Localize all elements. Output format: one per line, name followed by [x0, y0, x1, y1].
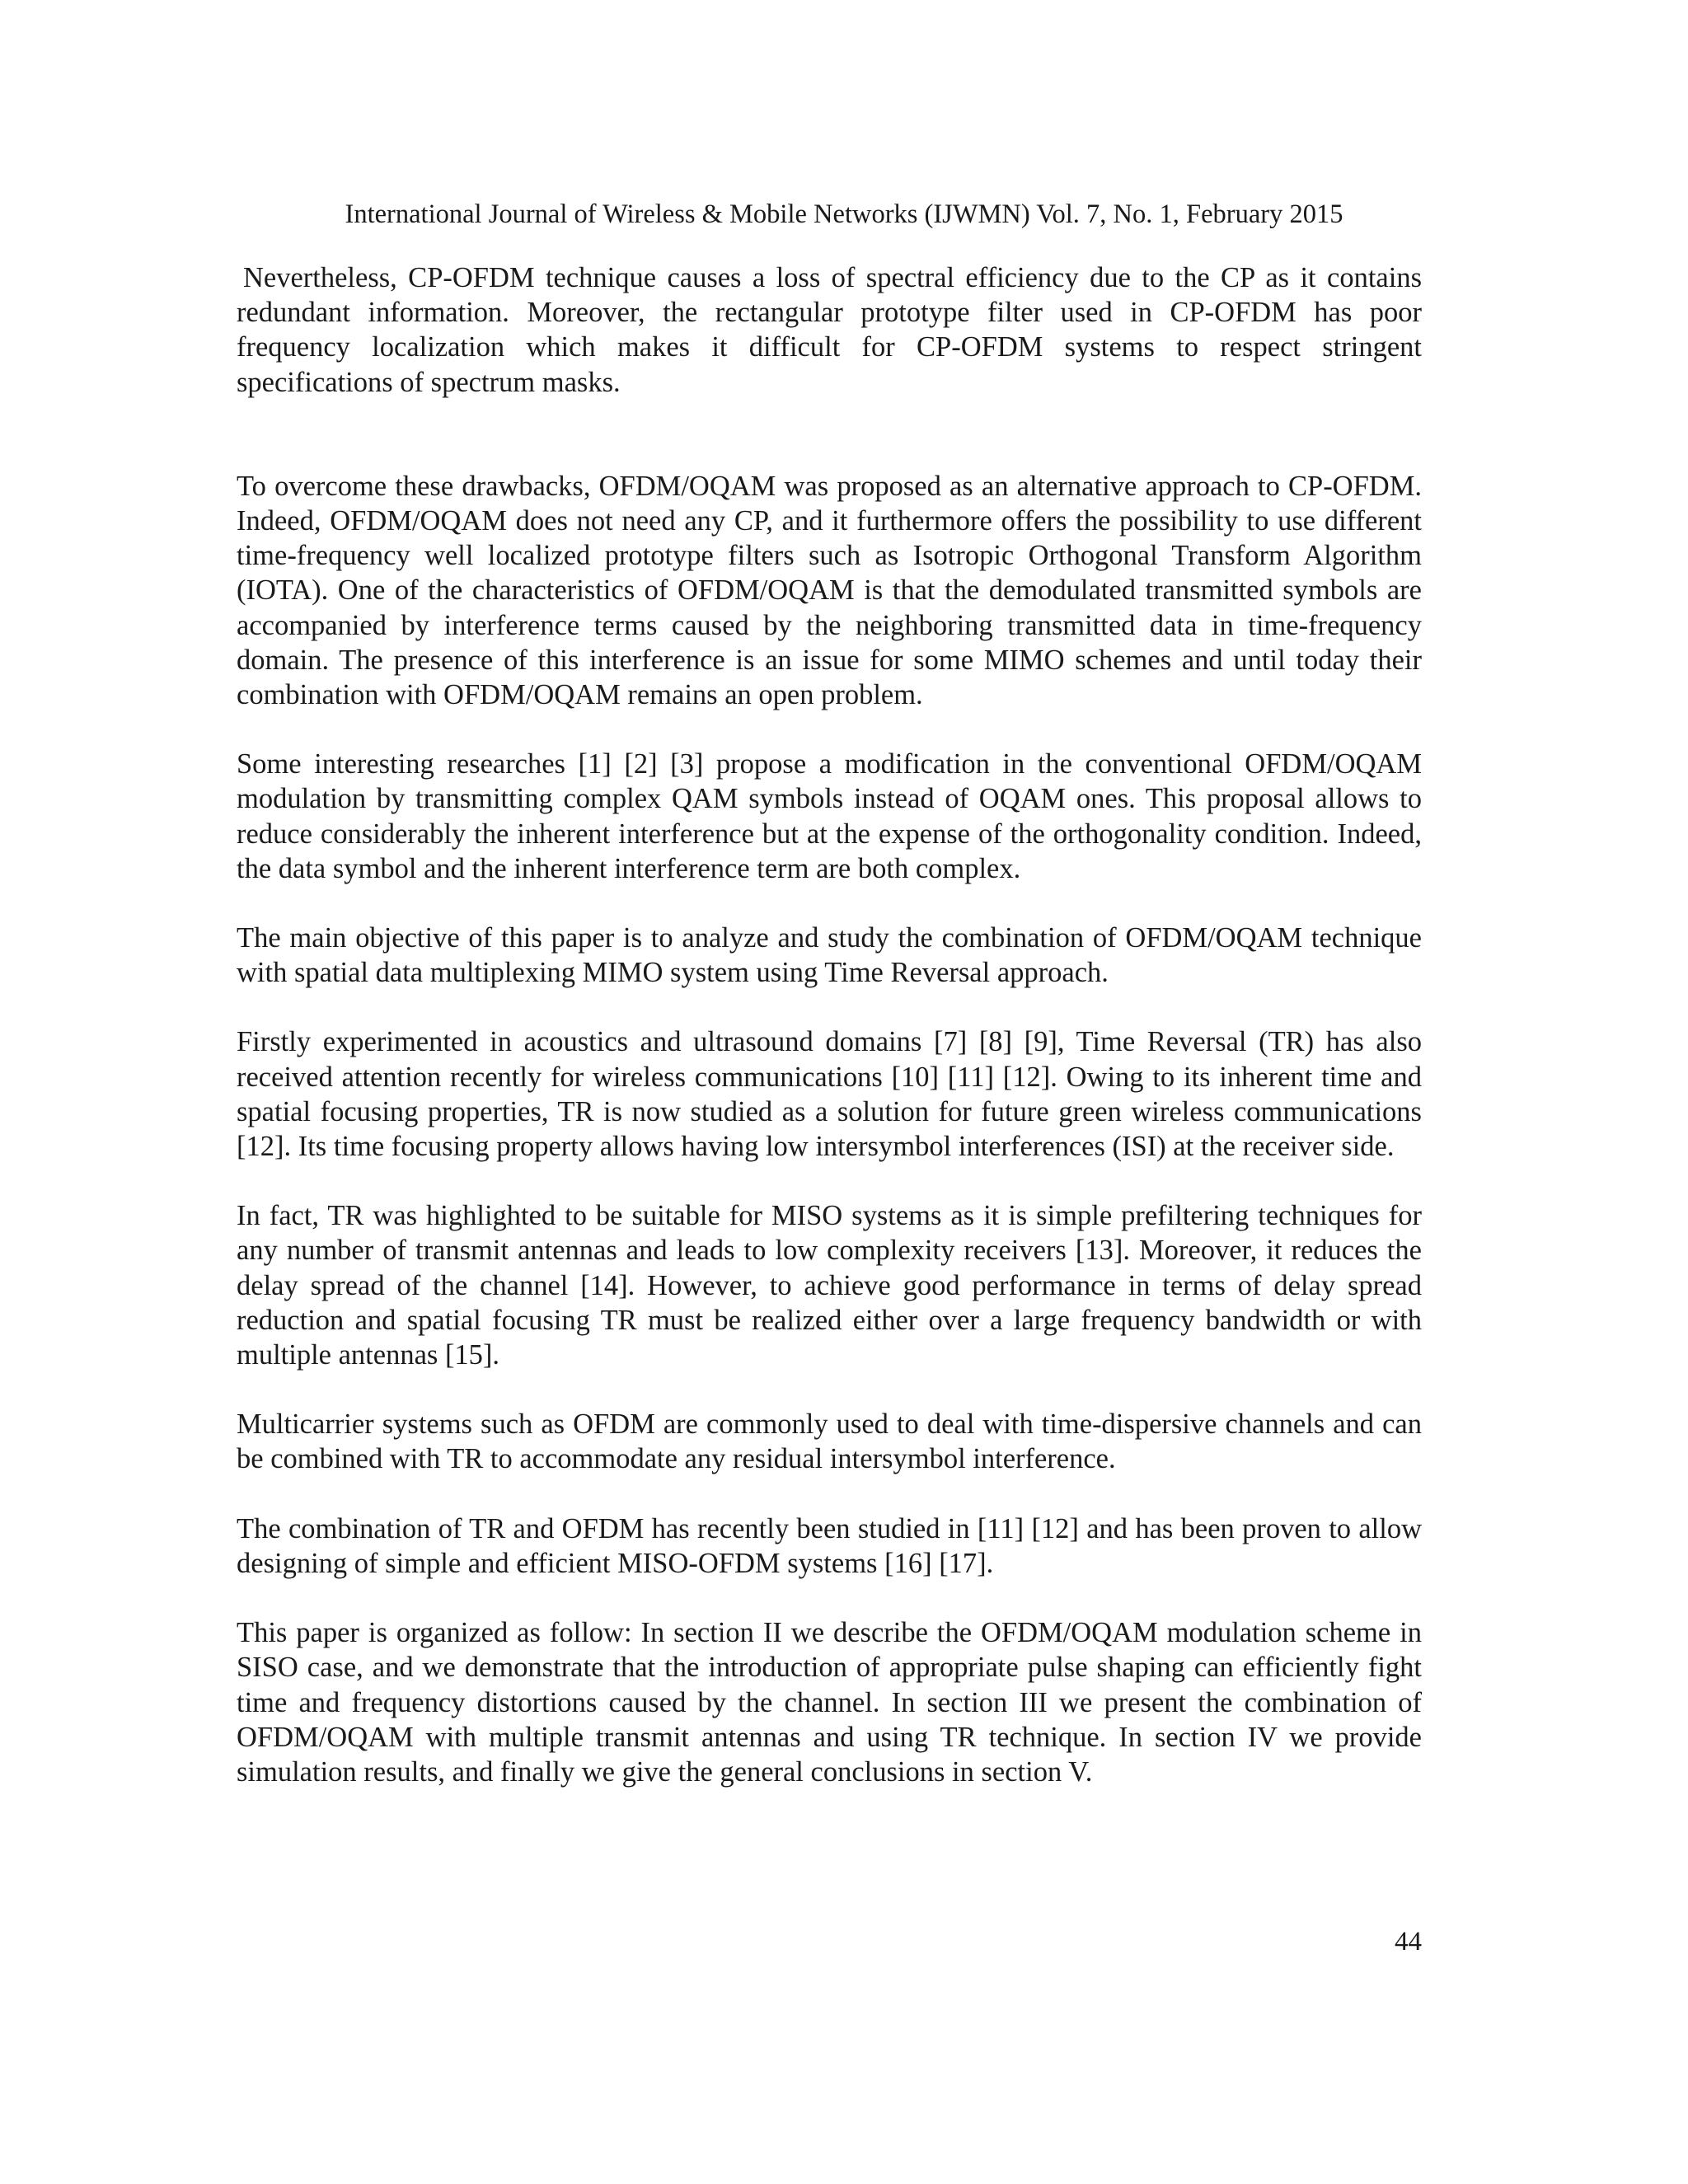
paragraph-paper-organization: This paper is organized as follow: In section II we describe the OFDM/OQAM modulation scheme in SISO case, and we demonstrate that the introduction of appropriate pulse shaping can efficiently fight time and frequency distortions caused by the channel. In section III we present the combination of OFDM/OQAM with multiple transmit antennas and using TR technique. In section IV we provide simulation results, and finally we give the general conclusions in section V. — [237, 1617, 1422, 1788]
paragraph-multicarrier: Multicarrier systems such as OFDM are commonly used to deal with time-dispersive channels and can be combined with TR to accommodate any residual intersymbol interference. — [237, 1408, 1422, 1475]
paragraph-ofdm-oqam-proposal: To overcome these drawbacks, OFDM/OQAM was proposed as an alternative approach to CP-OFDM. Indeed, OFDM/OQAM does not need any CP, and it furthermore offers the possibility to use different time-frequency well localized prototype filters such as Isotropic Orthogonal Transform Algorithm (IOTA). One of the characteristics of OFDM/OQAM is that the demodulated transmitted symbols are accompanied by interference terms caused by the neighboring transmitted data in time-frequency domain. The presence of this interference is an issue for some MIMO schemes and until today their combination with OFDM/OQAM remains an open problem. — [237, 470, 1422, 711]
paragraph-cp-ofdm-drawbacks: Nevertheless, CP-OFDM technique causes a loss of spectral efficiency due to the CP as it contains redundant information. Moreover, the rectangular prototype filter used in CP-OFDM has poor frequency localization which makes it difficult for CP-OFDM systems to respect stringent specifications of spectrum masks. — [237, 262, 1422, 398]
paragraph-tr-ofdm-combination: The combination of TR and OFDM has recently been studied in [11] [12] and has been proven to allow designing of simple and efficient MISO-OFDM systems [16] [17]. — [237, 1512, 1422, 1579]
running-header: International Journal of Wireless & Mobile Networks (IJWMN) Vol. 7, No. 1, February 2015 — [345, 199, 1343, 229]
paragraph-related-research: Some interesting researches [1] [2] [3] propose a modification in the conventional OFDM/OQAM modulation by transmitting complex QAM symbols instead of OQAM ones. This proposal allows to reduce considerably the inherent interference but at the expense of the orthogonality condition. Indeed, the data symbol and the inherent interference term are both complex. — [237, 748, 1422, 884]
paragraph-time-reversal-intro: Firstly experimented in acoustics and ultrasound domains [7] [8] [9], Time Reversal (TR) has also received attention recently for wireless communications [10] [11] [12]. Owing to its inherent time and spatial focusing properties, TR is now studied as a solution for future green wireless communications [12]. Its time focusing property allows having low intersymbol interferences (ISI) at the receiver side. — [237, 1026, 1422, 1163]
body-text — [237, 260, 1422, 1789]
paragraph-main-objective: The main objective of this paper is to analyze and study the combination of OFDM/OQAM technique with spatial data multiplexing MIMO system using Time Reversal approach. — [237, 922, 1422, 989]
page-number: 44 — [1395, 1927, 1422, 1957]
paragraph-tr-miso: In fact, TR was highlighted to be suitable for MISO systems as it is simple prefiltering techniques for any number of transmit antennas and leads to low complexity receivers [13]. Moreover, it reduces the delay spread of the channel [14]. However, to achieve good performance in terms of delay spread reduction and spatial focusing TR must be realized either over a large frequency bandwidth or with multiple antennas [15]. — [237, 1200, 1422, 1371]
